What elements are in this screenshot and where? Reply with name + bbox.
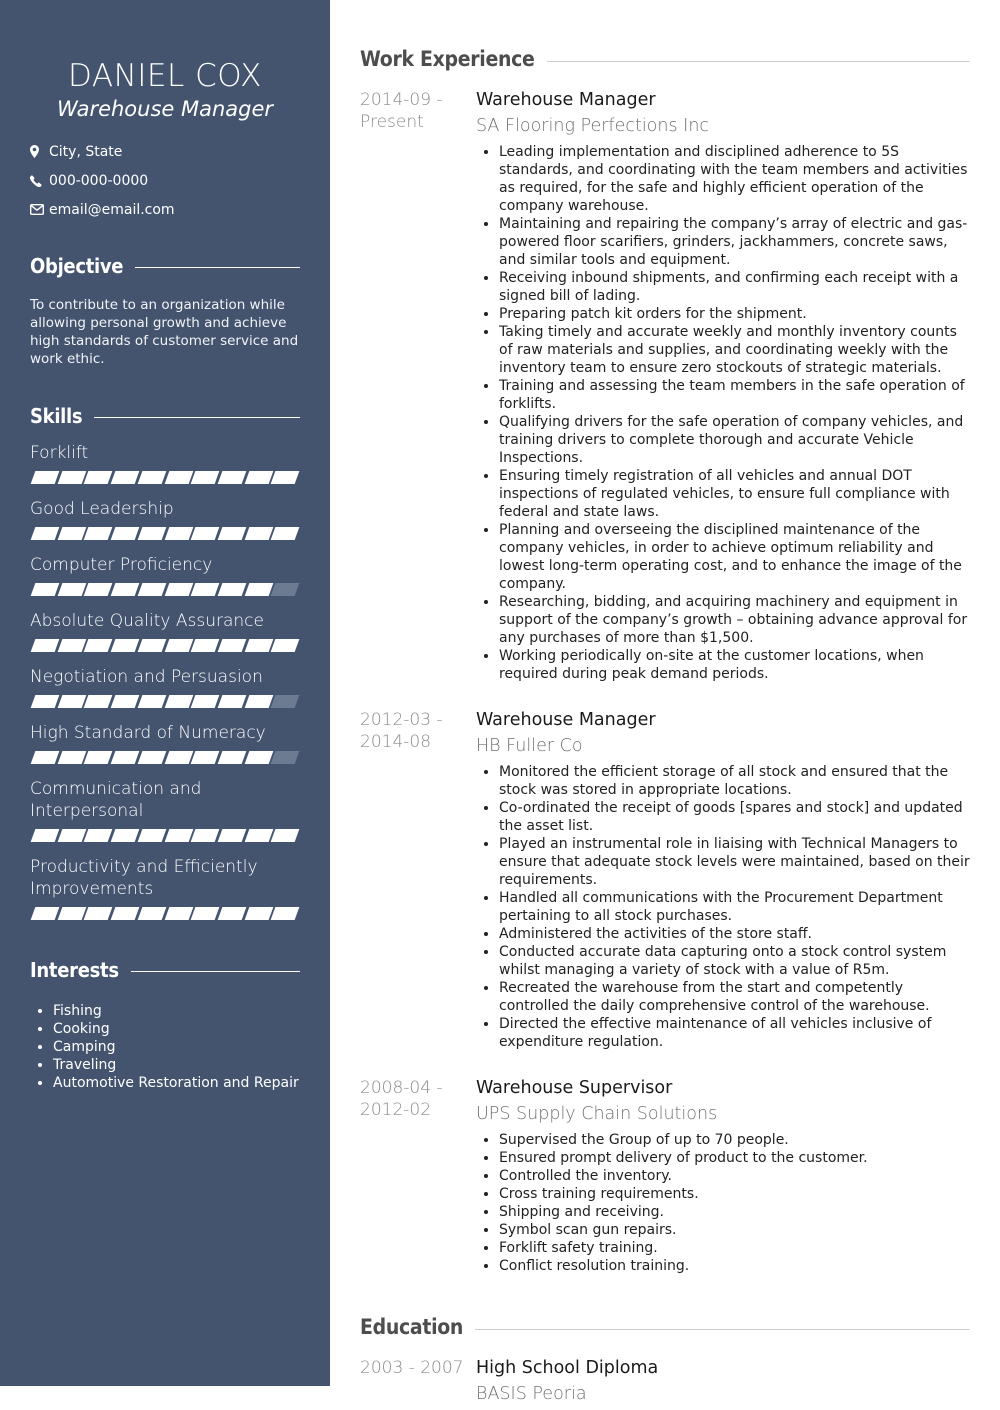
skill-level-segment <box>31 695 59 708</box>
education-dates: 2003 - 2007 <box>360 1358 464 1378</box>
skill-level-segment <box>31 639 59 652</box>
duty-item: • Played an instrumental role in liaising with Technical Managers to ensure that adequate stock levels were maintained, based on their requirements. <box>499 835 970 889</box>
job-duties <box>476 763 970 1051</box>
skill-name: Forklift <box>30 443 89 463</box>
skill-level-segment <box>191 639 219 652</box>
interest-item: • Traveling <box>53 1056 300 1074</box>
skill-level-segment <box>57 639 85 652</box>
skill-level-segment <box>137 583 165 596</box>
skill-level-segment <box>191 527 219 540</box>
skill-level-segment <box>164 527 192 540</box>
divider <box>475 1329 970 1330</box>
phone-text: 000-000-0000 <box>49 172 149 189</box>
skill-item <box>30 722 300 764</box>
skill-level-segment <box>191 695 219 708</box>
duty-item: • Researching, bidding, and acquiring machinery and equipment in support of the company’s growth – obtaining advance approval for any purchases of more than $1,500. <box>499 593 970 647</box>
skill-level-segment <box>244 527 272 540</box>
duty-item: • Conflict resolution training. <box>499 1257 970 1275</box>
skill-level-segment <box>244 751 272 764</box>
skill-name: Good Leadership <box>30 499 174 519</box>
skill-item <box>30 554 300 596</box>
skill-level-segment <box>137 527 165 540</box>
skill-level-segment <box>84 695 112 708</box>
skill-level-segment <box>191 751 219 764</box>
duty-item: • Taking timely and accurate weekly and monthly inventory counts of raw materials and supplies, and coordinating weekly with the inventory team to ensure zero stockouts of strategic materials. <box>499 323 970 377</box>
skill-level-segment <box>57 907 85 920</box>
skill-item <box>30 778 300 842</box>
education-school: BASIS Peoria <box>476 1384 587 1404</box>
skill-level-segment <box>191 829 219 842</box>
interest-item: • Cooking <box>53 1020 300 1038</box>
skill-level-segment <box>164 829 192 842</box>
skill-level-segment <box>57 751 85 764</box>
job-entry <box>360 89 970 683</box>
skill-level-segment <box>84 527 112 540</box>
skill-level-segment <box>218 751 246 764</box>
skill-level-segment <box>84 751 112 764</box>
job-company: HB Fuller Co <box>476 736 583 756</box>
divider <box>547 61 970 62</box>
skill-level-segment <box>218 695 246 708</box>
skill-level-segment <box>271 471 299 484</box>
job-duties <box>476 1131 970 1275</box>
duty-item: • Supervised the Group of up to 70 people. <box>499 1131 970 1149</box>
skill-item <box>30 856 300 920</box>
skills-list <box>30 442 300 920</box>
skill-level-segment <box>31 829 59 842</box>
duty-item: • Maintaining and repairing the company’s array of electric and gas-powered floor scarifiers, grinders, jackhammers, concrete saws, and similar tools and equipment. <box>499 215 970 269</box>
skill-level-segment <box>218 527 246 540</box>
skill-level-segment <box>111 527 139 540</box>
skill-item <box>30 442 300 484</box>
job-entry <box>360 709 970 1051</box>
duty-item: • Directed the effective maintenance of all vehicles inclusive of expenditure regulation. <box>499 1015 970 1051</box>
skill-level-segment <box>164 907 192 920</box>
sidebar <box>0 0 330 1386</box>
map-marker-icon <box>30 145 49 158</box>
skill-level-segment <box>57 695 85 708</box>
skill-level-meter <box>30 907 300 920</box>
duty-item: • Cross training requirements. <box>499 1185 970 1203</box>
skill-name: Absolute Quality Assurance <box>30 611 264 631</box>
job-dates: 2012-03 - 2014-08 <box>360 710 443 752</box>
skill-level-segment <box>164 695 192 708</box>
interest-item: • Camping <box>53 1038 300 1056</box>
location-text: City, State <box>49 143 123 160</box>
skill-level-segment <box>191 907 219 920</box>
skill-level-segment <box>31 751 59 764</box>
interest-item: • Fishing <box>53 1002 300 1020</box>
job-dates: 2008-04 - 2012-02 <box>360 1078 443 1120</box>
skill-level-meter <box>30 527 300 540</box>
skill-level-segment <box>244 639 272 652</box>
skill-level-segment <box>84 639 112 652</box>
objective-heading: Objective <box>30 254 300 278</box>
duty-item: • Administered the activities of the store staff. <box>499 925 970 943</box>
job-company: SA Flooring Perfections Inc <box>476 116 710 136</box>
duty-item: • Qualifying drivers for the safe operation of company vehicles, and training drivers to complete thorough and accurate Vehicle Inspections. <box>499 413 970 467</box>
skill-level-meter <box>30 639 300 652</box>
contact-phone <box>30 166 300 195</box>
divider <box>94 417 300 418</box>
envelope-icon <box>30 204 49 215</box>
skill-level-segment <box>137 751 165 764</box>
skill-level-segment <box>137 829 165 842</box>
skill-level-segment <box>244 907 272 920</box>
job-details <box>476 709 970 1051</box>
skill-name: Negotiation and Persuasion <box>30 667 263 687</box>
interest-item: • Automotive Restoration and Repair <box>53 1074 300 1092</box>
duty-item: • Co-ordinated the receipt of goods [spares and stock] and updated the asset list. <box>499 799 970 835</box>
skill-level-segment <box>84 583 112 596</box>
job-duties <box>476 143 970 683</box>
skill-level-segment <box>218 639 246 652</box>
main-content <box>360 0 970 1405</box>
divider <box>135 267 300 268</box>
skill-name: Productivity and Efficiently Improvements <box>30 857 258 899</box>
skill-level-segment <box>84 907 112 920</box>
education-degree: High School Diploma <box>476 1358 659 1378</box>
skill-level-segment <box>84 471 112 484</box>
job-title: Warehouse Manager <box>476 90 656 110</box>
duty-item: • Conducted accurate data capturing onto a stock control system whilst managing a variety of stock with a value of R5m. <box>499 943 970 979</box>
skill-level-segment <box>57 527 85 540</box>
skill-level-segment <box>271 907 299 920</box>
objective-text: To contribute to an organization while allowing personal growth and achieve high standards of customer service and work ethic. <box>30 297 299 367</box>
skill-level-segment <box>111 829 139 842</box>
skill-level-segment <box>57 471 85 484</box>
skill-item <box>30 498 300 540</box>
skill-level-segment <box>137 471 165 484</box>
phone-icon <box>30 175 49 187</box>
skill-level-segment <box>111 695 139 708</box>
skill-item <box>30 610 300 652</box>
candidate-role: Warehouse Manager <box>56 97 274 121</box>
skill-level-segment <box>57 829 85 842</box>
skill-level-segment <box>111 639 139 652</box>
duty-item: • Symbol scan gun repairs. <box>499 1221 970 1239</box>
skill-level-segment <box>84 829 112 842</box>
skill-level-segment <box>271 527 299 540</box>
job-title: Warehouse Manager <box>476 710 656 730</box>
skill-level-segment <box>137 639 165 652</box>
skill-level-segment <box>218 907 246 920</box>
divider <box>131 971 300 972</box>
job-title: Warehouse Supervisor <box>476 1078 673 1098</box>
email-text: email@email.com <box>49 201 175 218</box>
skill-level-segment <box>271 751 299 764</box>
skill-level-segment <box>271 829 299 842</box>
skill-level-segment <box>218 471 246 484</box>
skill-level-segment <box>164 639 192 652</box>
duty-item: • Planning and overseeing the disciplined maintenance of the company vehicles, in order to achieve optimum reliability and lowest long-term operating cost, and to enhance the image of the company. <box>499 521 970 593</box>
interests-heading: Interests <box>30 958 300 982</box>
duty-item: • Ensured prompt delivery of product to the customer. <box>499 1149 970 1167</box>
skill-level-segment <box>244 695 272 708</box>
contact-email <box>30 195 300 224</box>
education-list <box>360 1357 970 1405</box>
job-company: UPS Supply Chain Solutions <box>476 1104 718 1124</box>
skill-name: Computer Proficiency <box>30 555 213 575</box>
job-details <box>476 89 970 683</box>
skill-level-meter <box>30 829 300 842</box>
job-dates: 2014-09 - Present <box>360 90 443 132</box>
skill-level-meter <box>30 751 300 764</box>
skill-level-meter <box>30 695 300 708</box>
skill-level-segment <box>31 583 59 596</box>
skill-level-segment <box>244 583 272 596</box>
duty-item: • Controlled the inventory. <box>499 1167 970 1185</box>
duty-item: • Working periodically on-site at the customer locations, when required during peak demand periods. <box>499 647 970 683</box>
duty-item: • Leading implementation and disciplined adherence to 5S standards, and coordinating with the team members and activities as required, for the safe and highly efficient operation of the company warehouse. <box>499 143 970 215</box>
contact-location <box>30 137 300 166</box>
skill-level-segment <box>111 583 139 596</box>
job-entry <box>360 1077 970 1275</box>
duty-item: • Handled all communications with the Procurement Department pertaining to all stock purchases. <box>499 889 970 925</box>
skill-level-segment <box>218 829 246 842</box>
skill-level-segment <box>244 471 272 484</box>
skill-level-segment <box>31 471 59 484</box>
skill-level-segment <box>31 907 59 920</box>
skill-level-segment <box>191 583 219 596</box>
skill-level-segment <box>164 751 192 764</box>
education-entry <box>360 1357 970 1405</box>
skill-level-segment <box>137 907 165 920</box>
duty-item: • Shipping and receiving. <box>499 1203 970 1221</box>
skill-level-segment <box>111 907 139 920</box>
duty-item: • Ensuring timely registration of all vehicles and annual DOT inspections of regulated vehicles, to ensure full compliance with federal and state laws. <box>499 467 970 521</box>
skill-name: Communication and Interpersonal <box>30 779 202 821</box>
education-details <box>476 1357 970 1405</box>
duty-item: • Monitored the efficient storage of all stock and ensured that the stock was stored in appropriate locations. <box>499 763 970 799</box>
duty-item: • Training and assessing the team members in the safe operation of forklifts. <box>499 377 970 413</box>
duty-item: • Preparing patch kit orders for the shipment. <box>499 305 970 323</box>
skill-level-meter <box>30 583 300 596</box>
skill-level-segment <box>111 751 139 764</box>
skill-level-segment <box>164 471 192 484</box>
education-heading: Education <box>360 1315 970 1339</box>
skill-level-segment <box>271 695 299 708</box>
skill-level-segment <box>271 583 299 596</box>
skill-level-segment <box>164 583 192 596</box>
duty-item: • Recreated the warehouse from the start and competently controlled the daily comprehensive control of the warehouse. <box>499 979 970 1015</box>
work-experience-heading: Work Experience <box>360 47 970 71</box>
duty-item: • Forklift safety training. <box>499 1239 970 1257</box>
skill-name: High Standard of Numeracy <box>30 723 266 743</box>
job-details <box>476 1077 970 1275</box>
skill-level-segment <box>137 695 165 708</box>
skill-item <box>30 666 300 708</box>
skill-level-segment <box>218 583 246 596</box>
skills-heading: Skills <box>30 404 300 428</box>
skill-level-segment <box>271 639 299 652</box>
skill-level-segment <box>244 829 272 842</box>
skill-level-segment <box>57 583 85 596</box>
duty-item: • Receiving inbound shipments, and confirming each receipt with a signed bill of lading. <box>499 269 970 305</box>
skill-level-segment <box>191 471 219 484</box>
skill-level-segment <box>111 471 139 484</box>
candidate-name: DANIEL COX <box>68 58 262 94</box>
skill-level-meter <box>30 471 300 484</box>
jobs-list <box>360 89 970 1275</box>
skill-level-segment <box>31 527 59 540</box>
interests-list <box>30 1002 300 1092</box>
contact-info <box>30 137 300 224</box>
